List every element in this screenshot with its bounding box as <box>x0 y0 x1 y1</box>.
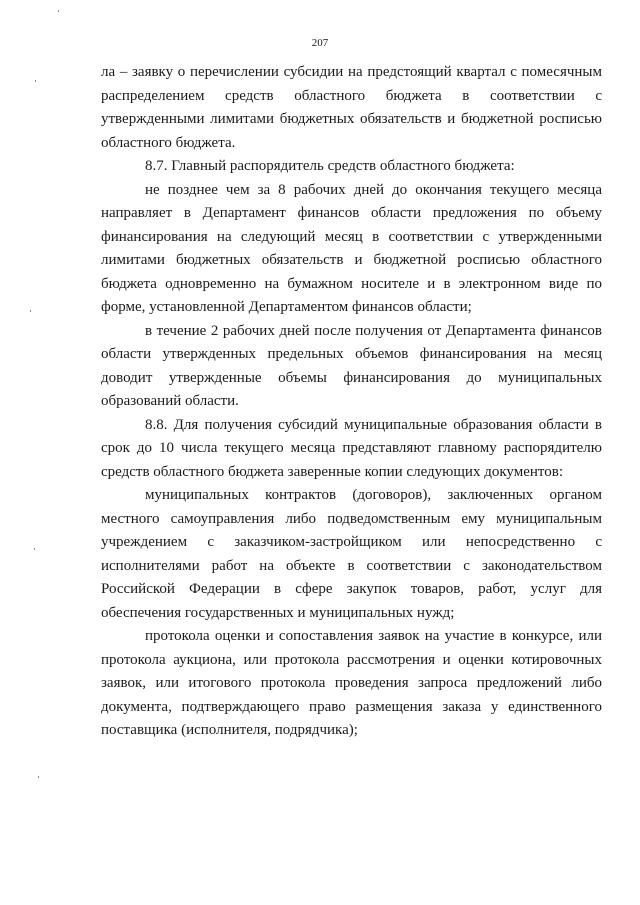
body-text <box>101 61 602 743</box>
paragraph-section-8-8: 8.8. Для получения субсидий муниципальные образования области в срок до 10 числа текущего месяца представляют главному распорядителю средств областного бюджета заверенные копии следующих документов: <box>101 416 602 480</box>
paragraph-funding-volumes: в течение 2 рабочих дней после получения от Департамента финансов области утвержденных предельных объемов финансирования на месяц доводит утвержденные объемы финансирования до муниципальных образований области. <box>101 322 602 409</box>
scan-speck <box>38 776 39 778</box>
scan-speck <box>58 10 59 12</box>
paragraph-municipal-contracts: муниципальных контрактов (договоров), заключенных органом местного самоуправления либо подведомственным ему муниципальным учреждением с заказчиком-застройщиком или непосредственно с исполнителями работ на объекте в соответствии с законодательством Российской Федерации в сфере закупок товаров, работ, услуг для обеспечения государственных и муниципальных нужд; <box>101 487 602 621</box>
page-number: 207 <box>311 37 329 49</box>
paragraph-protocols: протокола оценки и сопоставления заявок на участие в конкурсе, или протокола аукциона, или протокола рассмотрения и оценки котировочных заявок, или итогового протокола проведения запроса предложений либо документа, подтверждающего право размещения заказа у единственного поставщика (исполнителя, подрядчика); <box>101 628 602 738</box>
paragraph-continuation: ла – заявку о перечислении субсидии на предстоящий квартал с помесячным распределением средств областного бюджета в соответствии с утвержденными лимитами бюджетных обязательств и бюджетной росписью областного бюджета. <box>101 64 602 151</box>
scan-speck <box>35 80 36 82</box>
paragraph-funding-proposal: не позднее чем за 8 рабочих дней до окончания текущего месяца направляет в Департамент финансов области предложения по объему финансирования на следующий месяц в соответствии с утвержденными лимитами бюджетных обязательств и бюджетной росписью областного бюджета одновременно на бумажном носителе и в электронном виде по форме, установленной Департаментом финансов области; <box>101 181 602 315</box>
scan-speck <box>30 310 31 312</box>
paragraph-section-8-7: 8.7. Главный распорядитель средств областного бюджета: <box>145 158 515 174</box>
scan-speck <box>34 548 35 550</box>
